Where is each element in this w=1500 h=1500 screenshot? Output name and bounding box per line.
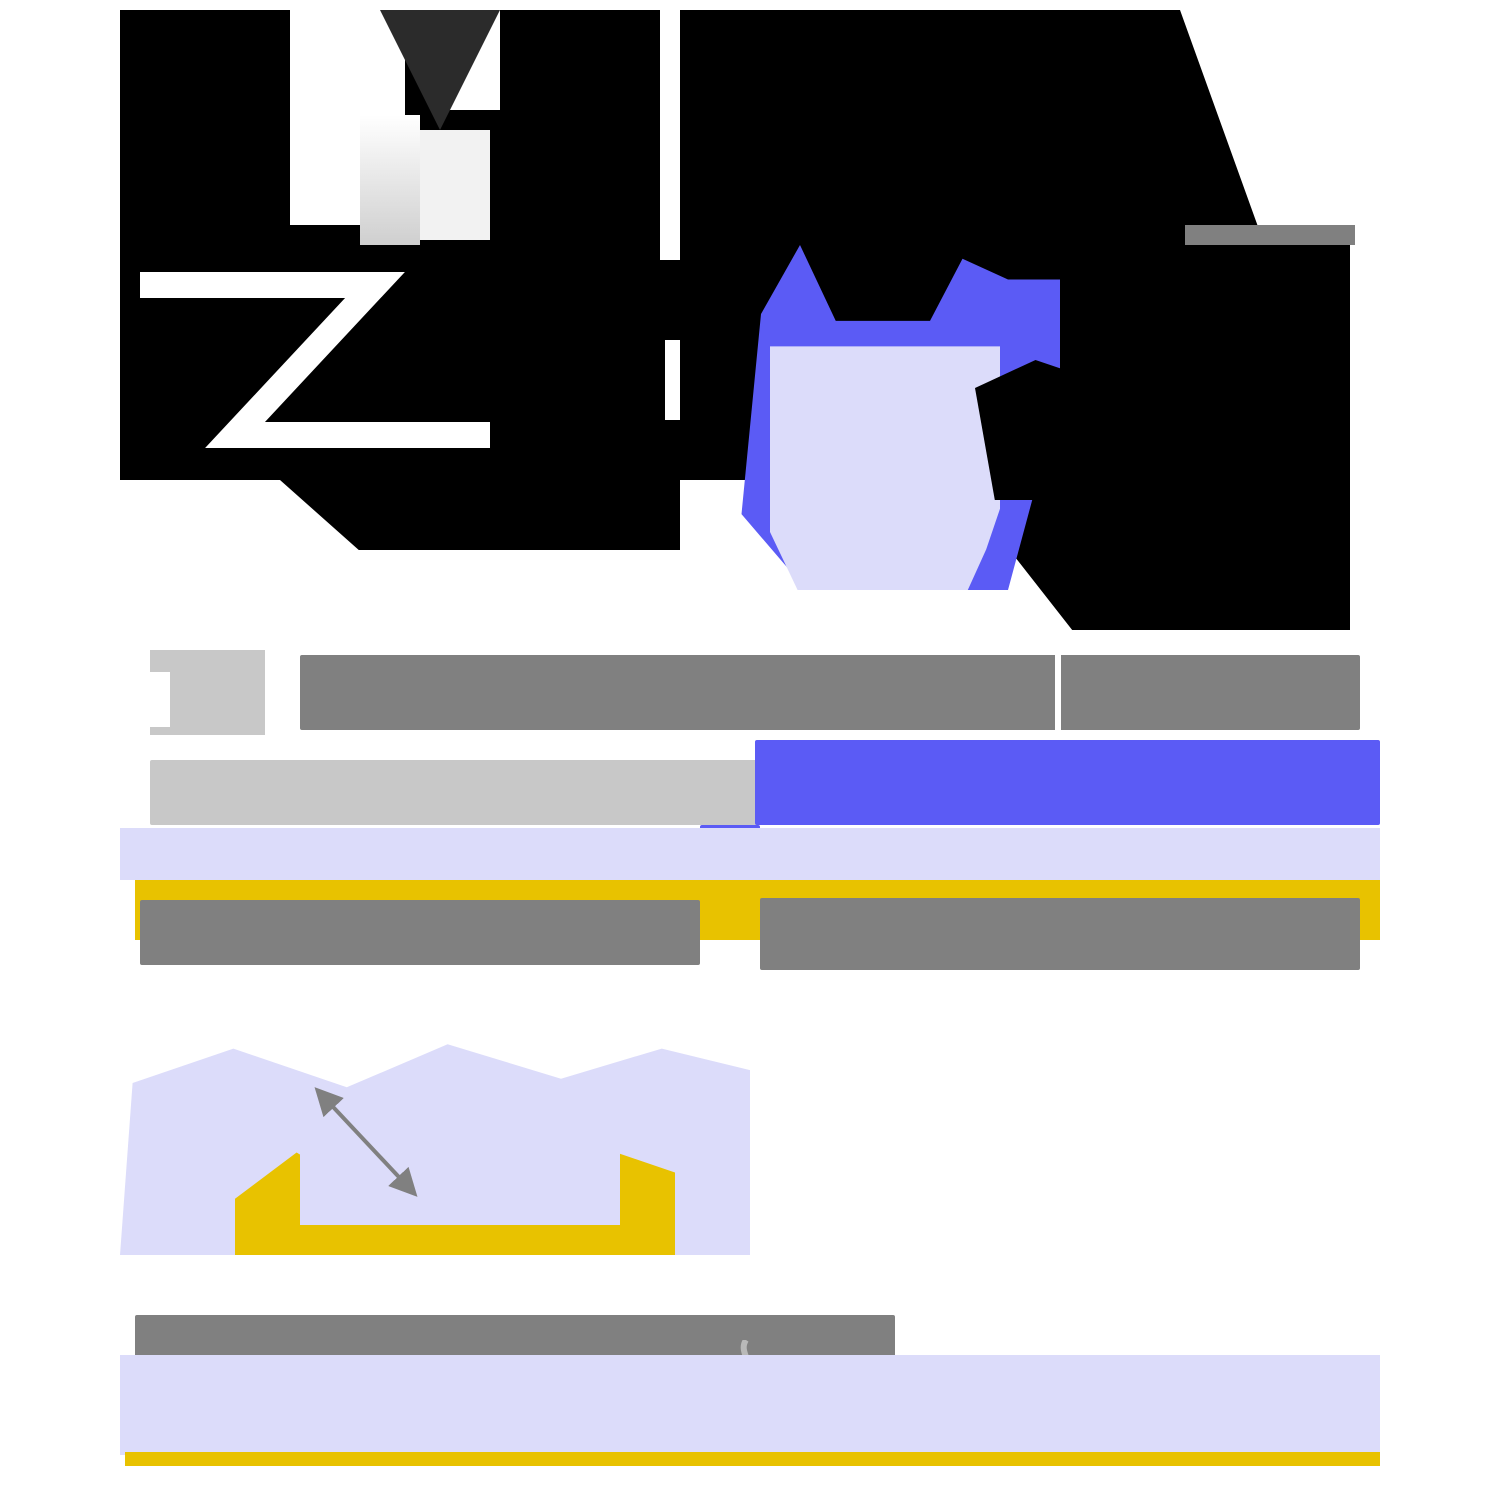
diagonal-arrow-icon — [312, 1085, 422, 1200]
blue-text-bar-row-2 — [755, 740, 1380, 825]
gold-band-lower — [125, 1452, 1380, 1466]
grey-text-bar-row-2 — [150, 760, 760, 825]
grey-text-bar-row-1 — [300, 655, 1360, 730]
lavender-band-upper — [120, 828, 1380, 880]
glyph-highlight-tall — [360, 115, 420, 245]
z-glyph-icon — [120, 265, 700, 480]
grey-text-bar-row-1-gap — [1055, 655, 1061, 730]
lavender-band-lower — [120, 1355, 1380, 1455]
grey-text-bar-bottom — [135, 1315, 895, 1357]
glyph-bottom-cut — [120, 480, 740, 560]
glyph-block — [120, 10, 680, 550]
grey-text-bar-row-3-left — [140, 900, 700, 965]
badge-right-cut — [975, 360, 1085, 500]
glyph-highlight-mid — [420, 130, 490, 240]
top-right-grey-jag — [1185, 225, 1355, 245]
small-chip-highlight — [118, 672, 170, 727]
grey-text-bar-row-3-right — [760, 898, 1360, 970]
right-mass-top-cut — [1180, 10, 1360, 235]
